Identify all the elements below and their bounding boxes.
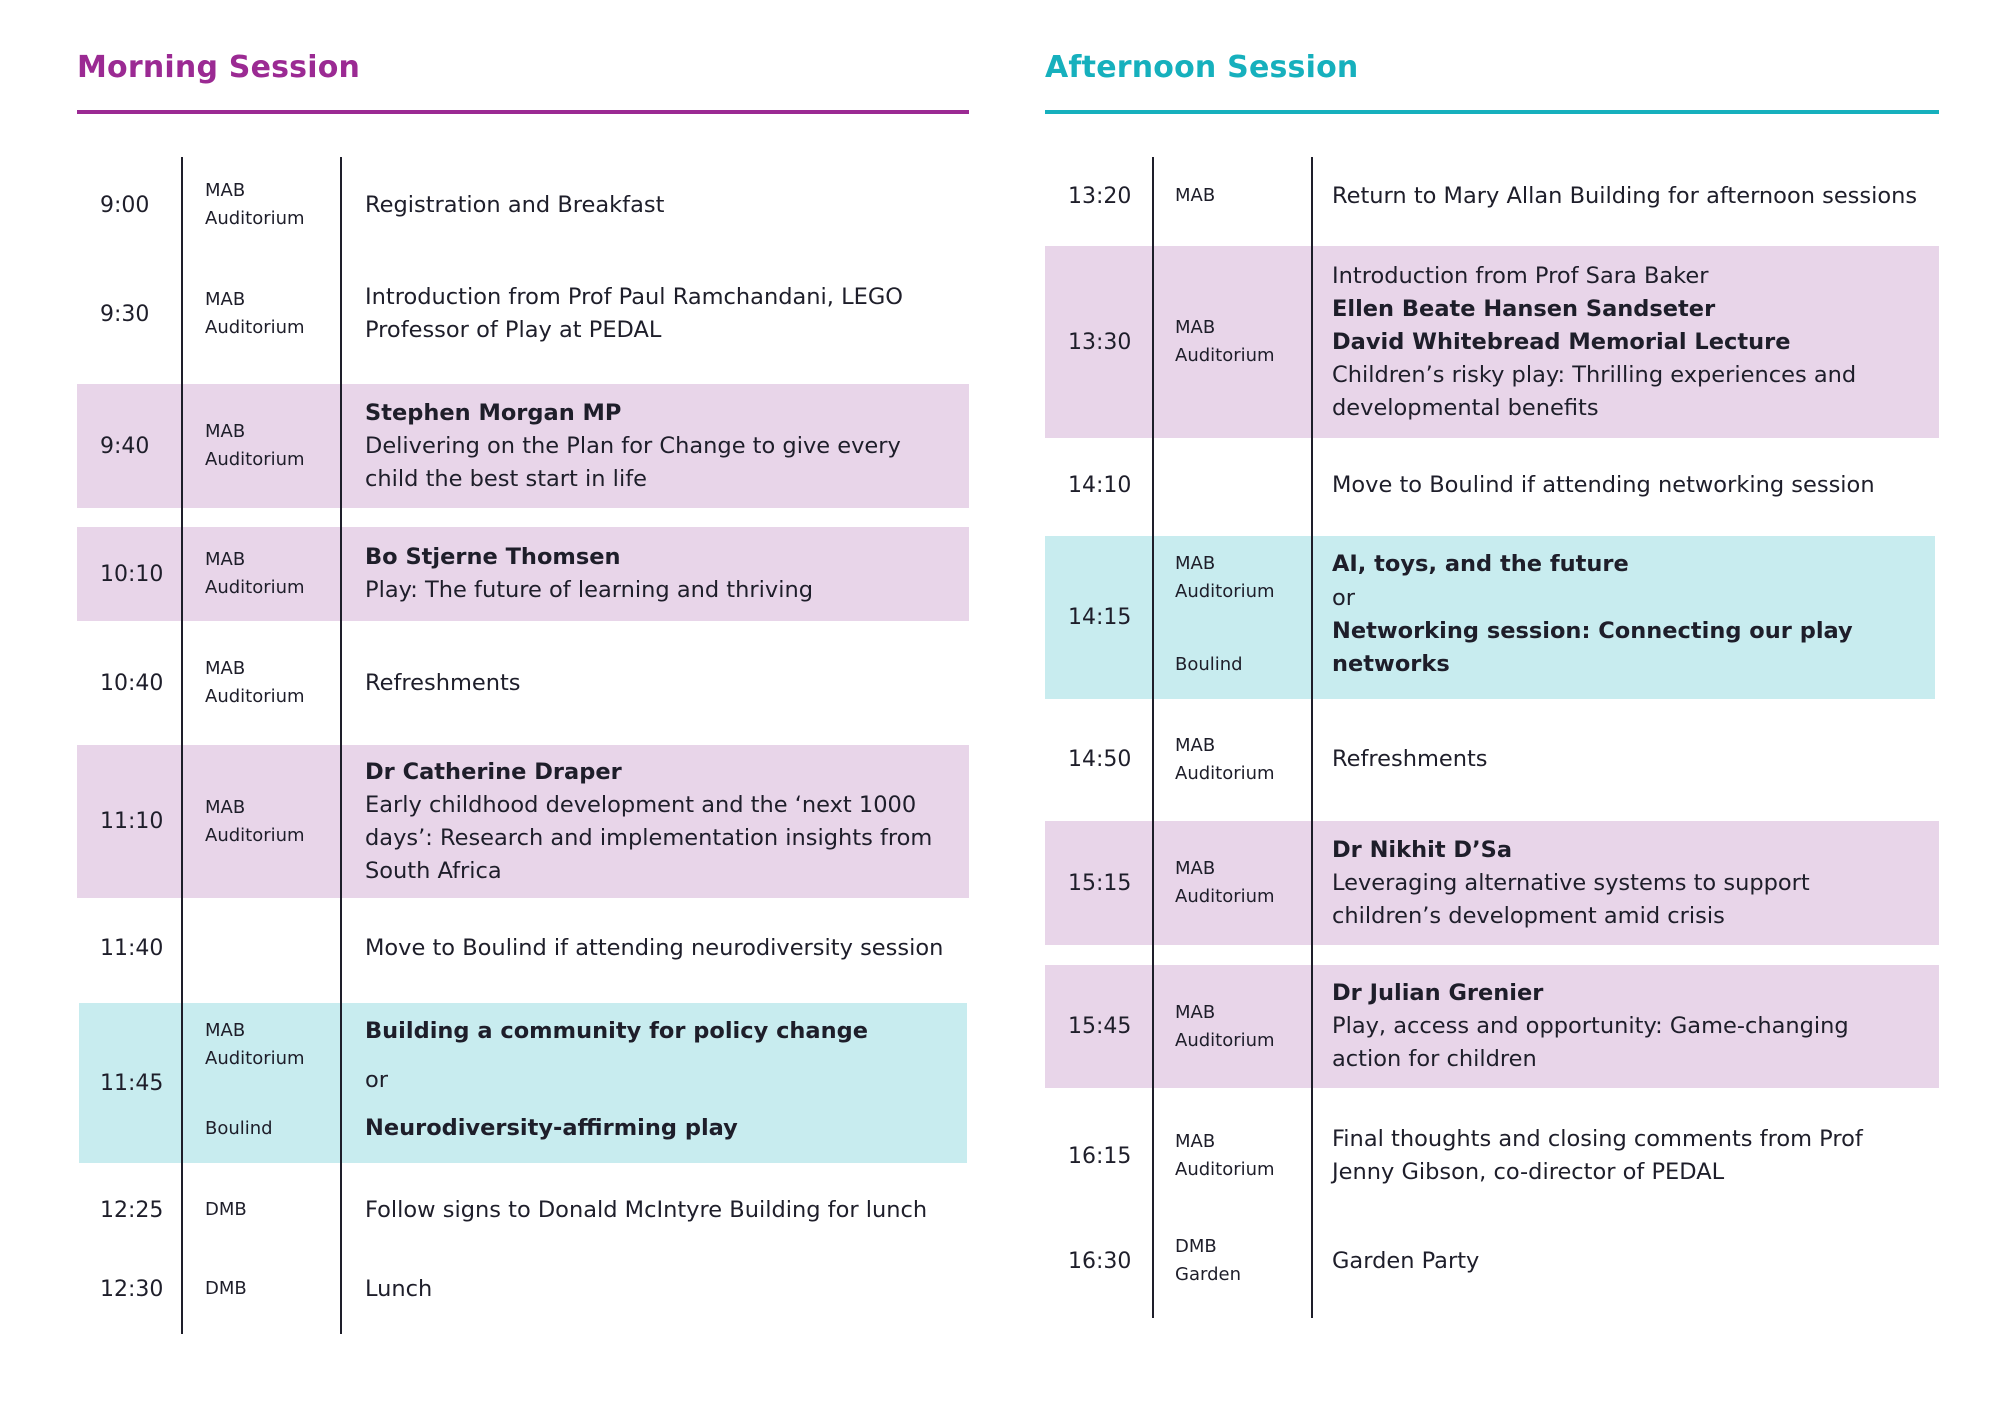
room-option-b: Boulind <box>205 1118 273 1139</box>
row-time: 10:40 <box>100 670 164 696</box>
row-description: Move to Boulind if attending networking session <box>1332 471 1875 498</box>
room-option-a: MAB Auditorium <box>205 1020 305 1069</box>
row-description: Dr Julian Grenier Play, access and opportunity: Game-changing action for children <box>1332 965 1929 1088</box>
row-description: Refreshments <box>1332 746 1488 772</box>
speaker-name: Stephen Morgan MP <box>365 399 622 426</box>
time-column-divider <box>181 157 183 1334</box>
schedule-row <box>77 157 969 253</box>
talk-row <box>77 527 969 621</box>
row-description: Introduction from Prof Sara Baker Ellen Beate Hansen Sandseter David Whitebread Memorial Lecture Children’s risky play: Thrilling experiences and developmental benefits <box>1332 246 1929 438</box>
schedule-row <box>1045 1216 1939 1306</box>
row-room: MAB Auditorium <box>1175 1131 1275 1180</box>
row-room: DMB <box>205 1199 247 1220</box>
afternoon-session-title: Afternoon Session <box>1045 50 1359 85</box>
row-room: MAB <box>1175 185 1216 206</box>
speaker-name: Ellen Beate Hansen Sandseter <box>1332 295 1716 322</box>
row-time: 12:25 <box>100 1197 164 1223</box>
row-description <box>365 1003 957 1163</box>
room-column-divider <box>340 157 342 1334</box>
or-label: or <box>1332 584 1356 611</box>
talk-row <box>1045 821 1939 945</box>
row-time: 11:40 <box>100 935 164 961</box>
time-column-divider <box>1152 157 1154 1318</box>
row-room: DMB Garden <box>1175 1236 1241 1285</box>
speaker-name: Dr Catherine Draper <box>365 758 622 785</box>
speaker-name: Dr Nikhit D’Sa <box>1332 836 1513 863</box>
parallel-sessions-row <box>79 1003 967 1163</box>
row-time: 14:15 <box>1068 605 1132 630</box>
row-description: Move to Boulind if attending neurodiversity session <box>365 934 944 961</box>
room-option-b: Boulind <box>1175 654 1243 675</box>
schedule-row <box>77 264 969 364</box>
row-time: 9:00 <box>100 192 150 218</box>
talk-row <box>1045 965 1939 1088</box>
schedule-row <box>77 1255 969 1323</box>
row-room: MAB Auditorium <box>205 421 305 470</box>
row-description: Garden Party <box>1332 1247 1480 1274</box>
row-room: MAB Auditorium <box>205 180 305 229</box>
row-time: 13:30 <box>1068 329 1132 355</box>
row-time: 12:30 <box>100 1276 164 1302</box>
schedule-row <box>77 1176 969 1244</box>
row-description: Dr Nikhit D’Sa Leveraging alternative systems to support children’s development amid crisis <box>1332 821 1929 945</box>
row-description: Introduction from Prof Paul Ramchandani, LEGO Professor of Play at PEDAL <box>365 284 904 343</box>
talk-row <box>1045 246 1939 438</box>
morning-title-rule <box>77 110 969 114</box>
schedule-row <box>77 635 969 731</box>
talk-row <box>77 384 969 508</box>
talk-row <box>77 745 969 898</box>
morning-session-title: Morning Session <box>77 50 361 85</box>
row-room: MAB Auditorium <box>205 289 305 338</box>
session-option-b: Networking session: Connecting our play networks <box>1332 618 1853 677</box>
row-description: Follow signs to Donald McIntyre Building for lunch <box>365 1196 928 1223</box>
row-room: MAB Auditorium <box>205 549 305 598</box>
row-description: Dr Catherine Draper Early childhood development and the ‘next 1000 days’: Research and implementation insights from South Africa <box>365 745 959 898</box>
row-time: 15:15 <box>1068 870 1132 896</box>
schedule-row <box>1045 712 1939 807</box>
schedule-row <box>1045 448 1939 522</box>
row-room: DMB <box>205 1278 247 1299</box>
row-room: MAB Auditorium <box>1175 734 1275 784</box>
introduction-line: Introduction from Prof Sara Baker <box>1332 262 1709 289</box>
row-time: 16:30 <box>1068 1248 1132 1274</box>
schedule-row <box>1045 157 1939 235</box>
parallel-sessions-row <box>1045 536 1935 699</box>
row-room: MAB Auditorium <box>1175 1001 1275 1051</box>
session-option-b: Neurodiversity-affirming play <box>365 1115 738 1141</box>
row-description <box>1332 536 1925 699</box>
lecture-title: David Whitebread Memorial Lecture <box>1332 328 1791 355</box>
session-option-a: AI, toys, and the future <box>1332 551 1629 577</box>
row-room <box>1175 536 1325 699</box>
schedule-row <box>1045 1108 1939 1204</box>
row-description: Registration and Breakfast <box>365 191 665 218</box>
row-time: 10:10 <box>100 561 164 587</box>
row-description: Lunch <box>365 1275 433 1302</box>
row-time: 16:15 <box>1068 1143 1132 1169</box>
room-option-a: MAB Auditorium <box>1175 553 1275 602</box>
row-time: 13:20 <box>1068 183 1132 209</box>
row-time: 14:50 <box>1068 747 1132 772</box>
session-option-a: Building a community for policy change <box>365 1018 868 1044</box>
speaker-name: Dr Julian Grenier <box>1332 980 1544 1006</box>
or-label: or <box>365 1066 389 1093</box>
row-description: Final thoughts and closing comments from Prof Jenny Gibson, co-director of PEDAL <box>1332 1126 1863 1185</box>
row-description: Bo Stjerne Thomsen Play: The future of learning and thriving <box>365 527 959 621</box>
row-room: MAB Auditorium <box>1175 317 1275 366</box>
row-time: 11:45 <box>100 1070 164 1096</box>
row-time: 11:10 <box>100 809 164 834</box>
row-description: Stephen Morgan MP Delivering on the Plan for Change to give every child the best start in life <box>365 384 959 508</box>
afternoon-title-rule <box>1045 110 1939 114</box>
row-time: 14:10 <box>1068 472 1132 498</box>
row-room: MAB Auditorium <box>205 658 305 707</box>
row-room <box>205 1003 355 1163</box>
row-description: Return to Mary Allan Building for afternoon sessions <box>1332 182 1918 209</box>
row-time: 15:45 <box>1068 1014 1132 1039</box>
row-room: MAB Auditorium <box>1175 858 1275 907</box>
row-time: 9:40 <box>100 433 150 459</box>
row-time: 9:30 <box>100 301 150 327</box>
row-description: Refreshments <box>365 669 521 696</box>
schedule-row <box>77 910 969 986</box>
speaker-name: Bo Stjerne Thomsen <box>365 544 621 570</box>
room-column-divider <box>1311 157 1313 1318</box>
row-room: MAB Auditorium <box>205 796 305 846</box>
